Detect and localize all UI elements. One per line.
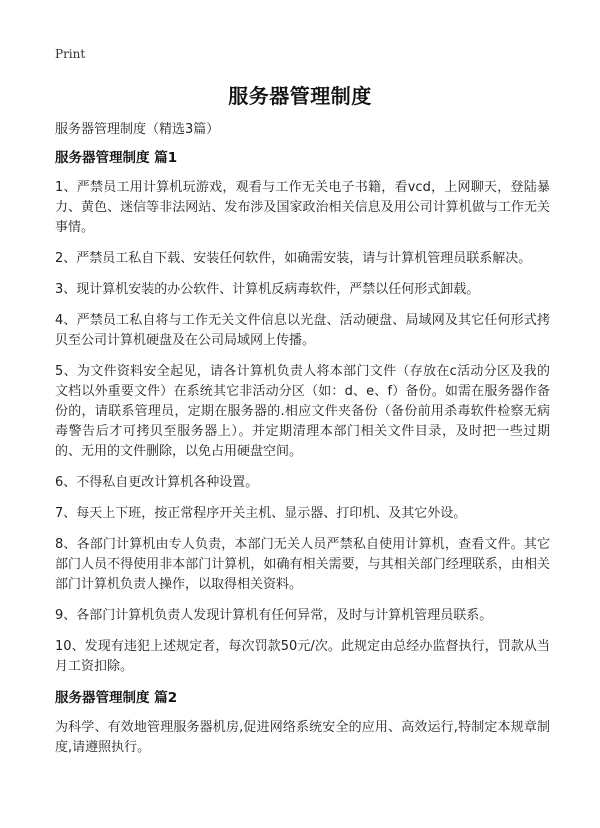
paragraph: 6、不得私自更改计算机各种设置。 bbox=[55, 475, 259, 490]
section-2 bbox=[55, 688, 550, 758]
paragraph: 10、发现有违犯上述规定者，每次罚款50元/次。此规定由总经办监督执行，罚款从当月工资扣除。 bbox=[55, 639, 550, 674]
paragraph: 9、各部门计算机负责人发现计算机有任何异常，及时与计算机管理员联系。 bbox=[55, 608, 493, 623]
paragraph: 4、严禁员工私自将与工作无关文件信息以光盘、活动硬盘、局域网及其它任何形式拷贝至公司计算机硬盘及在公司局域网上传播。 bbox=[55, 313, 550, 348]
paragraph: 5、为文件资料安全起见，请各计算机负责人将本部门文件（存放在c活动分区及我的文档以外重要文件）在系统其它非活动分区（如：d、e、f）备份。如需在服务器作备份的，请联系管理员，定期在服务器的.相应文件夹备份（备份前用杀毒软件检察无病毒警告后才可拷贝至服务器上）。并定期清理本部门相关文件目录，及时把一些过期的、无用的文件删除，以免占用硬盘空间。 bbox=[55, 364, 550, 459]
paragraph: 8、各部门计算机由专人负责，本部门无关人员严禁私自使用计算机，查看文件。其它部门人员不得使用非本部门计算机，如确有相关需要，与其相关部门经理联系，由相关部门计算机负责人操作，以取得相关资料。 bbox=[55, 537, 550, 592]
document-body bbox=[55, 120, 550, 769]
paragraph: 3、现计算机安装的办公软件、计算机反病毒软件，严禁以任何形式卸载。 bbox=[55, 282, 480, 297]
print-label: Print bbox=[55, 47, 86, 61]
paragraph: 1、严禁员工用计算机玩游戏，观看与工作无关电子书籍，看vcd，上网聊天，登陆暴力、黄色、迷信等非法网站、发布涉及国家政治相关信息及用公司计算机做与工作无关事情。 bbox=[55, 180, 550, 235]
page-title: 服务器管理制度 bbox=[228, 84, 372, 108]
paragraph: 为科学、有效地管理服务器机房,促进网络系统安全的应用、高效运行,特制定本规章制度,请遵照执行。 bbox=[55, 720, 550, 755]
paragraph: 7、每天上下班，按正常程序开关主机、显示器、打印机、及其它外设。 bbox=[55, 506, 467, 521]
section-heading: 服务器管理制度 篇1 bbox=[55, 150, 178, 166]
document-subtitle: 服务器管理制度（精选3篇） bbox=[55, 122, 220, 137]
section-1 bbox=[55, 148, 550, 677]
paragraph: 2、严禁员工私自下载、安装任何软件，如确需安装，请与计算机管理员联系解决。 bbox=[55, 251, 532, 266]
section-heading: 服务器管理制度 篇2 bbox=[55, 690, 178, 706]
